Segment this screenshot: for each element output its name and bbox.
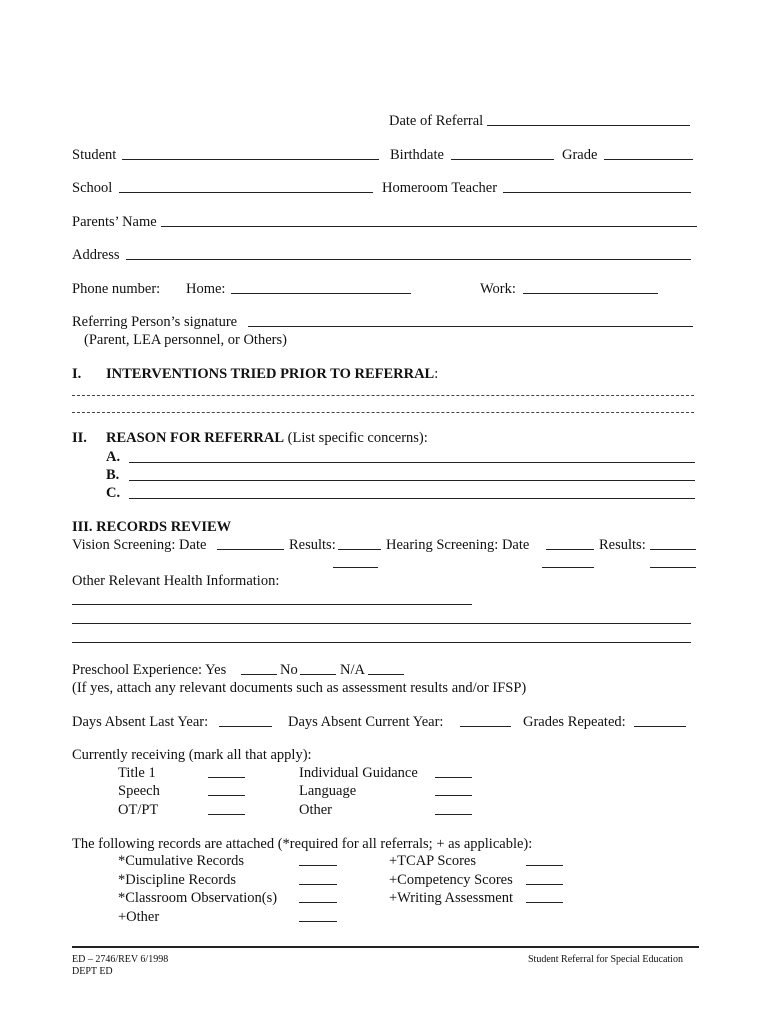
records-competency-label: +Competency Scores	[389, 872, 513, 888]
records-other-field[interactable]	[299, 921, 337, 922]
hearing-date-field[interactable]	[546, 549, 594, 550]
footer-rule	[72, 946, 699, 948]
records-discipline-label: *Discipline Records	[118, 872, 236, 888]
work-phone-field[interactable]	[523, 293, 658, 294]
preschool-no-label: No	[280, 662, 298, 678]
home-phone-label: Home:	[186, 281, 226, 297]
days-absent-current-field[interactable]	[460, 726, 511, 727]
records-attached-label: The following records are attached (*required for all referrals; + as applicable):	[72, 836, 533, 852]
referring-signature-label: Referring Person’s signature	[72, 314, 238, 330]
section-2-number: II.	[72, 430, 87, 446]
homeroom-teacher-field[interactable]	[503, 192, 691, 193]
referring-note: (Parent, LEA personnel, or Others)	[84, 332, 287, 348]
receiving-otpt-field[interactable]	[208, 814, 245, 815]
preschool-yes-field[interactable]	[241, 674, 277, 675]
hearing-results-label: Results:	[599, 537, 646, 553]
footer-title: Student Referral for Special Education	[528, 954, 683, 965]
grades-repeated-field[interactable]	[634, 726, 686, 727]
records-tcap-field[interactable]	[526, 865, 563, 866]
receiving-title1-field[interactable]	[208, 777, 245, 778]
receiving-speech-label: Speech	[118, 783, 160, 799]
records-observation-field[interactable]	[299, 902, 337, 903]
records-competency-field[interactable]	[526, 884, 563, 885]
birthdate-label: Birthdate	[390, 147, 444, 163]
birthdate-field[interactable]	[451, 159, 554, 160]
receiving-guidance-field[interactable]	[435, 777, 472, 778]
reason-item-b-label: B.	[106, 467, 120, 483]
section-1-number: I.	[72, 366, 82, 382]
interventions-line-2[interactable]	[72, 412, 694, 413]
reason-item-b-field[interactable]	[129, 480, 695, 481]
vision-results-field[interactable]	[338, 549, 381, 550]
records-cumulative-label: *Cumulative Records	[118, 853, 245, 869]
vision-date-field[interactable]	[217, 549, 284, 550]
records-tcap-label: +TCAP Scores	[389, 853, 476, 869]
address-field[interactable]	[126, 259, 691, 260]
receiving-speech-field[interactable]	[208, 795, 245, 796]
other-health-line-1[interactable]	[72, 604, 472, 605]
grade-label: Grade	[562, 147, 598, 163]
referring-signature-field[interactable]	[248, 326, 693, 327]
interventions-line-1[interactable]	[72, 395, 694, 396]
section-1-title: INTERVENTIONS TRIED PRIOR TO REFERRAL	[106, 366, 435, 382]
records-other-label: +Other	[118, 909, 160, 925]
other-health-label: Other Relevant Health Information:	[72, 573, 280, 589]
preschool-yes-label: Preschool Experience: Yes	[72, 662, 227, 678]
receiving-otpt-label: OT/PT	[118, 802, 159, 818]
hearing-date-field-2[interactable]	[542, 567, 594, 568]
receiving-other-label: Other	[299, 802, 333, 818]
reason-item-a-label: A.	[106, 449, 121, 465]
grade-field[interactable]	[604, 159, 693, 160]
section-3-title: III. RECORDS REVIEW	[72, 519, 232, 535]
receiving-title1-label: Title 1	[118, 765, 156, 781]
vision-results-field-2[interactable]	[333, 567, 378, 568]
parents-name-field[interactable]	[161, 226, 697, 227]
homeroom-teacher-label: Homeroom Teacher	[382, 180, 498, 196]
other-health-line-2[interactable]	[72, 623, 691, 624]
reason-item-c-label: C.	[106, 485, 121, 501]
receiving-other-field[interactable]	[435, 814, 472, 815]
records-writing-label: +Writing Assessment	[389, 890, 513, 906]
records-cumulative-field[interactable]	[299, 865, 337, 866]
section-2-note: (List specific concerns):	[287, 430, 428, 446]
home-phone-field[interactable]	[231, 293, 411, 294]
records-discipline-field[interactable]	[299, 884, 337, 885]
records-writing-field[interactable]	[526, 902, 563, 903]
reason-item-c-field[interactable]	[129, 498, 695, 499]
section-1-colon: :	[434, 366, 439, 382]
days-absent-last-field[interactable]	[219, 726, 272, 727]
phone-number-label: Phone number:	[72, 281, 161, 297]
receiving-language-label: Language	[299, 783, 357, 799]
student-label: Student	[72, 147, 117, 163]
address-label: Address	[72, 247, 120, 263]
reason-item-a-field[interactable]	[129, 462, 695, 463]
hearing-screening-label: Hearing Screening: Date	[386, 537, 530, 553]
footer-form-number: ED – 2746/REV 6/1998	[72, 954, 169, 965]
section-2-heading	[106, 430, 428, 446]
preschool-na-label: N/A	[340, 662, 365, 678]
hearing-results-field[interactable]	[650, 549, 696, 550]
school-field[interactable]	[119, 192, 373, 193]
section-1-heading	[106, 366, 438, 382]
receiving-language-field[interactable]	[435, 795, 472, 796]
grades-repeated-label: Grades Repeated:	[523, 714, 626, 730]
days-absent-last-label: Days Absent Last Year:	[72, 714, 209, 730]
section-2-title: REASON FOR REFERRAL	[106, 430, 285, 446]
student-field[interactable]	[122, 159, 379, 160]
date-of-referral-field[interactable]	[487, 125, 690, 126]
receiving-guidance-label: Individual Guidance	[299, 765, 418, 781]
parents-name-label: Parents’ Name	[72, 214, 157, 230]
preschool-note: (If yes, attach any relevant documents such as assessment results and/or IFSP)	[72, 680, 527, 696]
date-of-referral-label: Date of Referral	[389, 113, 484, 129]
vision-screening-label: Vision Screening: Date	[72, 537, 207, 553]
vision-results-label: Results:	[289, 537, 336, 553]
hearing-results-field-2[interactable]	[650, 567, 696, 568]
preschool-no-field[interactable]	[300, 674, 336, 675]
currently-receiving-label: Currently receiving (mark all that apply):	[72, 747, 312, 763]
school-label: School	[72, 180, 113, 196]
footer-dept: DEPT ED	[72, 966, 113, 977]
preschool-na-field[interactable]	[368, 674, 404, 675]
other-health-line-3[interactable]	[72, 642, 691, 643]
records-observation-label: *Classroom Observation(s)	[118, 890, 278, 906]
days-absent-current-label: Days Absent Current Year:	[288, 714, 444, 730]
work-phone-label: Work:	[480, 281, 516, 297]
